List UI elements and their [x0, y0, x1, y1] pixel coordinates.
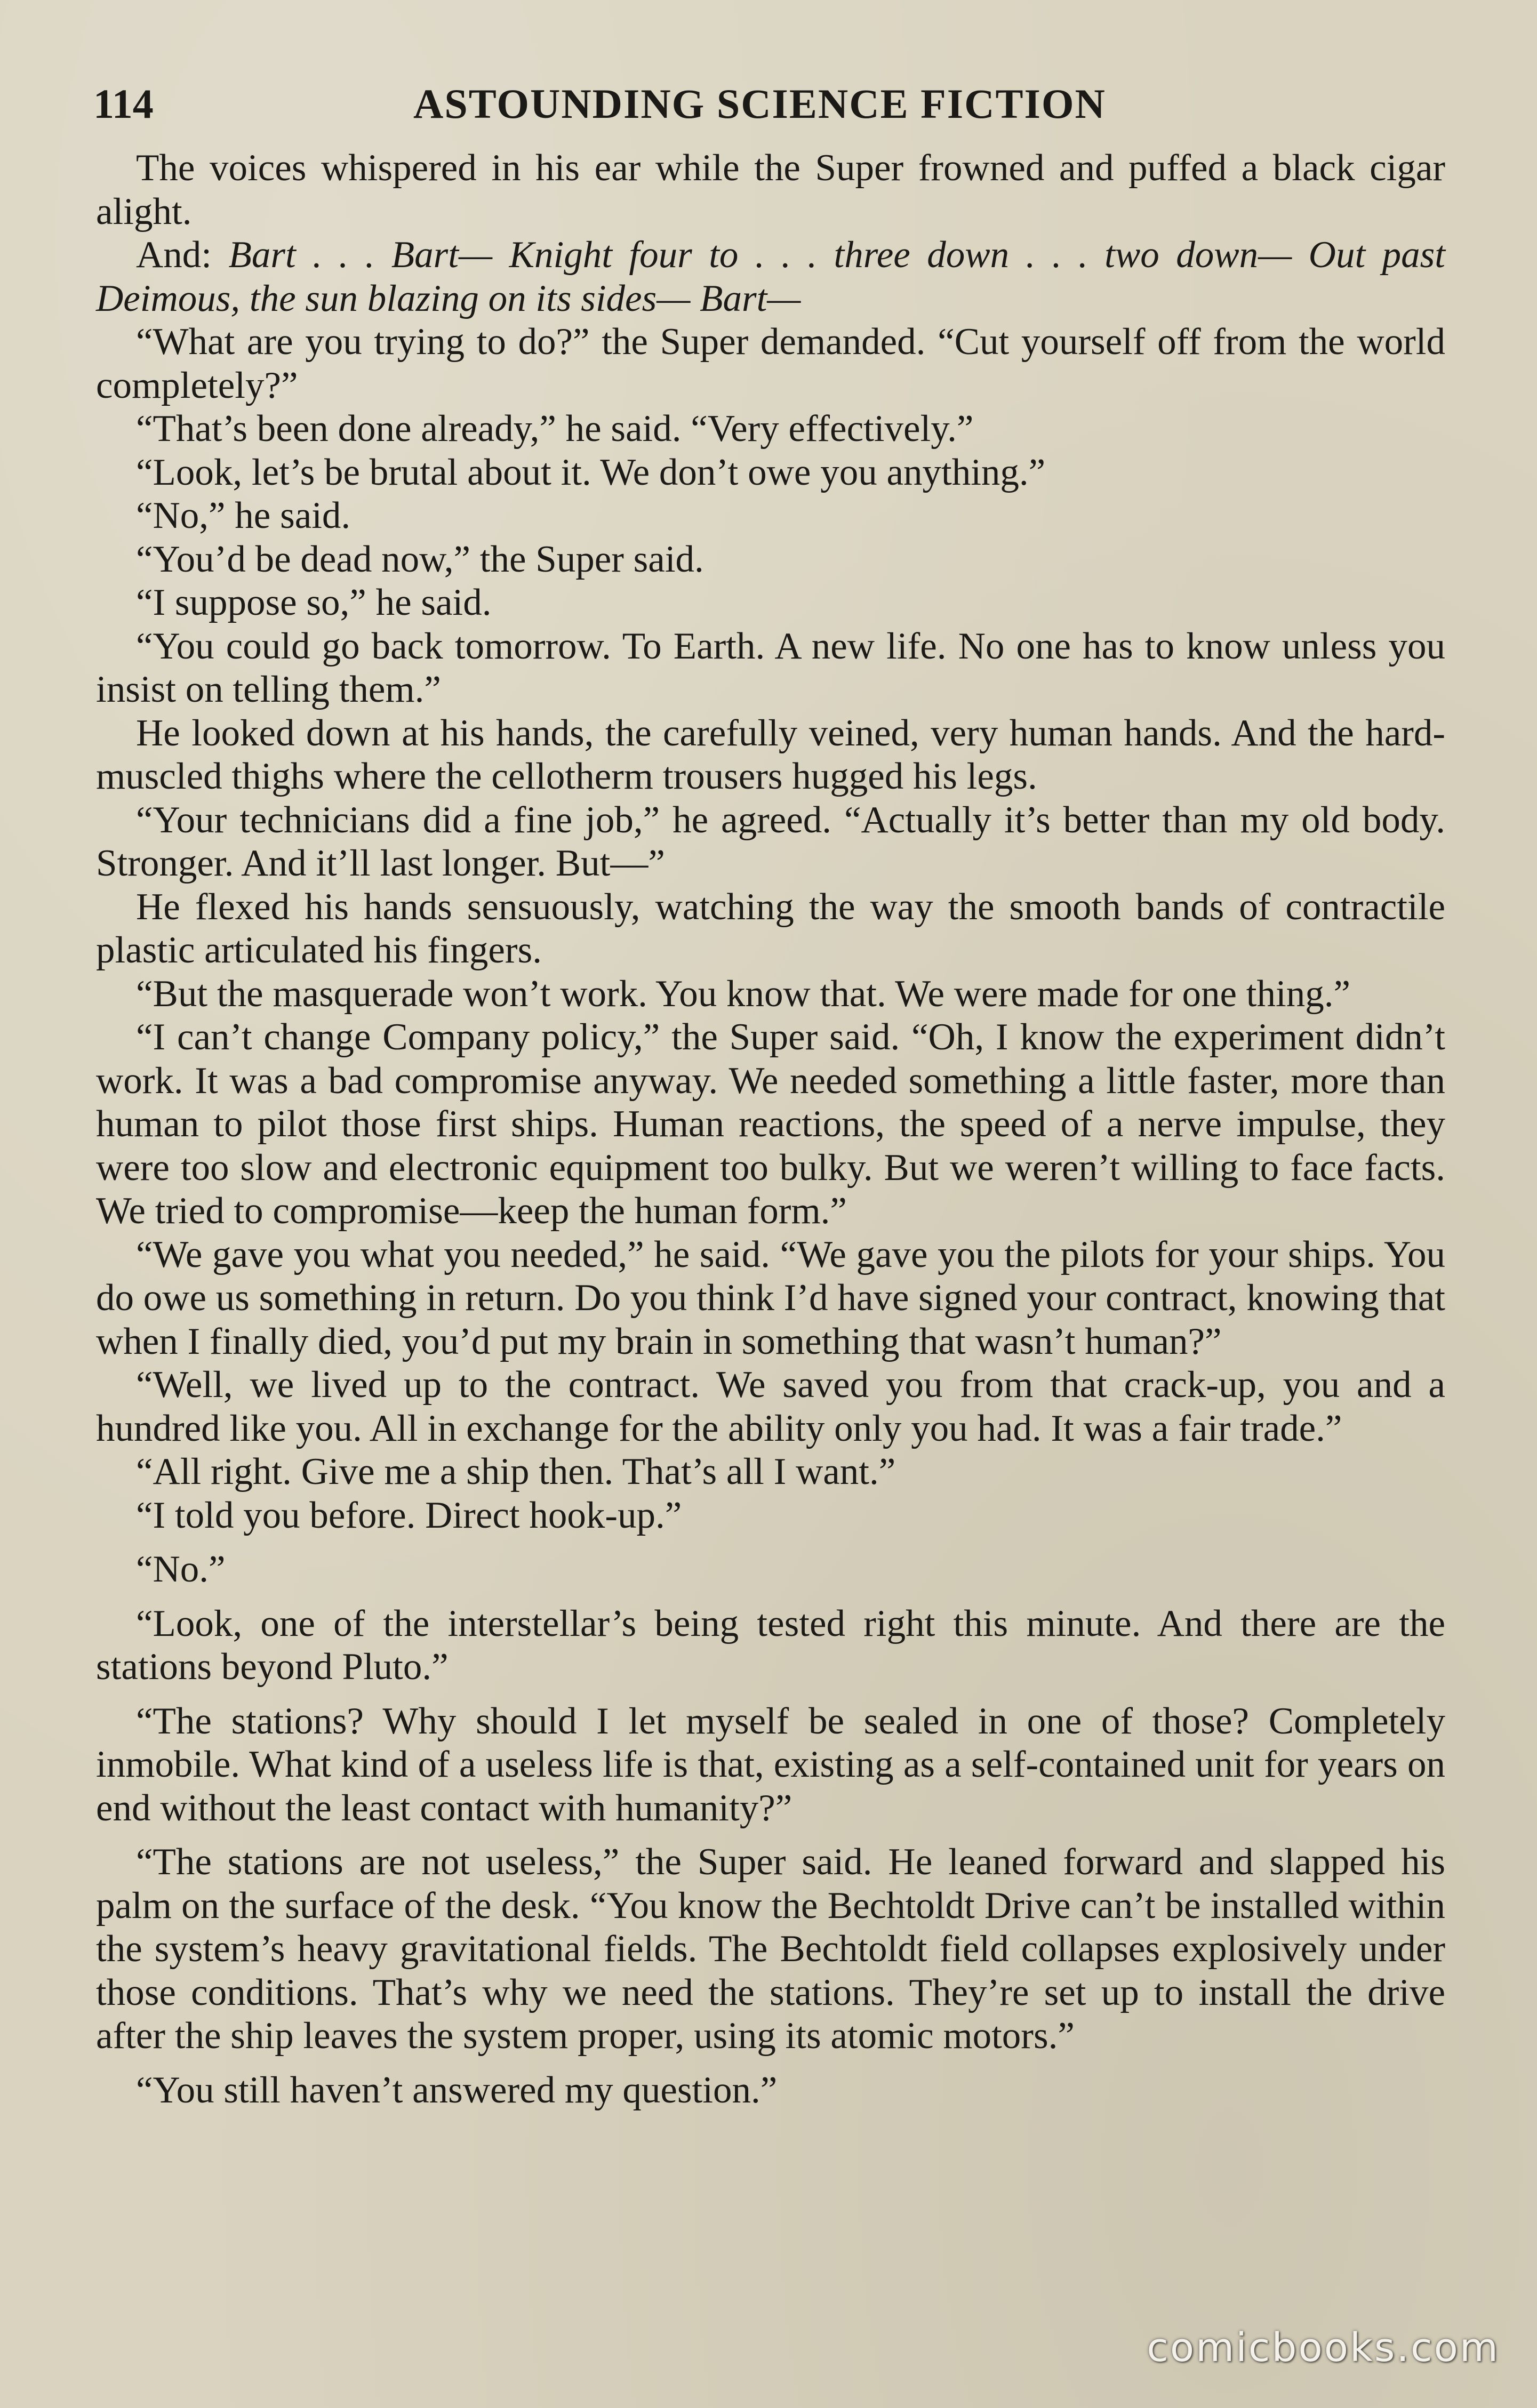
paragraph: He flexed his hands sensuously, watching the way the smooth bands of contractile plastic articulated his fingers.	[96, 886, 1445, 971]
page-header	[93, 75, 1437, 133]
paragraph: “You could go back tomorrow. To Earth. A new life. No one has to know unless you insist on telling them.”	[96, 625, 1445, 710]
paragraph: “Well, we lived up to the contract. We saved you from that crack-up, you and a hundred like you. All in exchange for the ability only you had. It was a fair trade.”	[96, 1364, 1445, 1449]
paragraph: “But the masquerade won’t work. You know that. We were made for one thing.”	[136, 973, 1350, 1015]
paragraph: “No.”	[136, 1548, 226, 1590]
paragraph: “I suppose so,” he said.	[136, 582, 492, 623]
italic-paragraph	[96, 234, 1445, 320]
paragraph: “Your technicians did a fine job,” he agreed. “Actually it’s better than my old body. Stronger. And it’ll last longer. But—”	[96, 799, 1445, 884]
italic-lead: And:	[136, 234, 212, 276]
paragraph: “What are you trying to do?” the Super demanded. “Cut yourself off from the world completely?”	[96, 321, 1445, 406]
page-number: 114	[93, 81, 154, 127]
paragraph: “That’s been done already,” he said. “Very effectively.”	[136, 408, 974, 450]
paragraph: “We gave you what you needed,” he said. “We gave you the pilots for your ships. You do owe us something in return. Do you think I’d have signed your contract, knowing that when I finally died, you’d put my brain in something that wasn’t human?”	[96, 1233, 1445, 1362]
paragraph: “I told you before. Direct hook-up.”	[136, 1494, 682, 1536]
paragraph: “All right. Give me a ship then. That’s all I want.”	[136, 1451, 896, 1492]
site-watermark: comicbooks.com	[1147, 2325, 1500, 2371]
paragraph: “No,” he said.	[136, 495, 351, 536]
paragraph: He looked down at his hands, the carefully veined, very human hands. And the hard-muscled thighs where the cellotherm trousers hugged his legs.	[96, 712, 1445, 797]
story-text	[96, 147, 1445, 2112]
paragraph: “You still haven’t answered my question.”	[136, 2069, 778, 2111]
paragraph: “Look, let’s be brutal about it. We don’t owe you anything.”	[136, 451, 1046, 493]
paragraph: “The stations? Why should I let myself be sealed in one of those? Completely inmobile. What kind of a useless life is that, existing as a self-contained unit for years on end without the least contact with humanity?”	[96, 1700, 1445, 1829]
paragraph: The voices whispered in his ear while the Super frowned and puffed a black cigar alight.	[96, 147, 1445, 232]
italic-text: Bart . . . Bart— Knight four to . . . three down . . . two down— Out past Deimous, the sun blazing on its sides— Bart—	[96, 234, 1445, 319]
paragraph: “You’d be dead now,” the Super said.	[136, 538, 704, 580]
running-title: ASTOUNDING SCIENCE FICTION	[413, 81, 1106, 127]
paragraph: “I can’t change Company policy,” the Super said. “Oh, I know the experiment didn’t work. It was a bad compromise anyway. We needed something a little faster, more than human to pilot those first ships. Human reactions, the speed of a nerve impulse, they were too slow and electronic equipment too bulky. But we weren’t willing to face facts. We tried to compromise—keep the human form.”	[96, 1016, 1445, 1232]
paragraph: “The stations are not useless,” the Super said. He leaned forward and slapped his palm on the surface of the desk. “You know the Bechtoldt Drive can’t be installed within the system’s heavy gravitational fields. The Bechtoldt field collapses explosively under those conditions. That’s why we need the stations. They’re set up to install the drive after the ship leaves the system proper, using its atomic motors.”	[96, 1841, 1445, 2057]
paragraph: “Look, one of the interstellar’s being tested right this minute. And there are the stations beyond Pluto.”	[96, 1602, 1445, 1688]
